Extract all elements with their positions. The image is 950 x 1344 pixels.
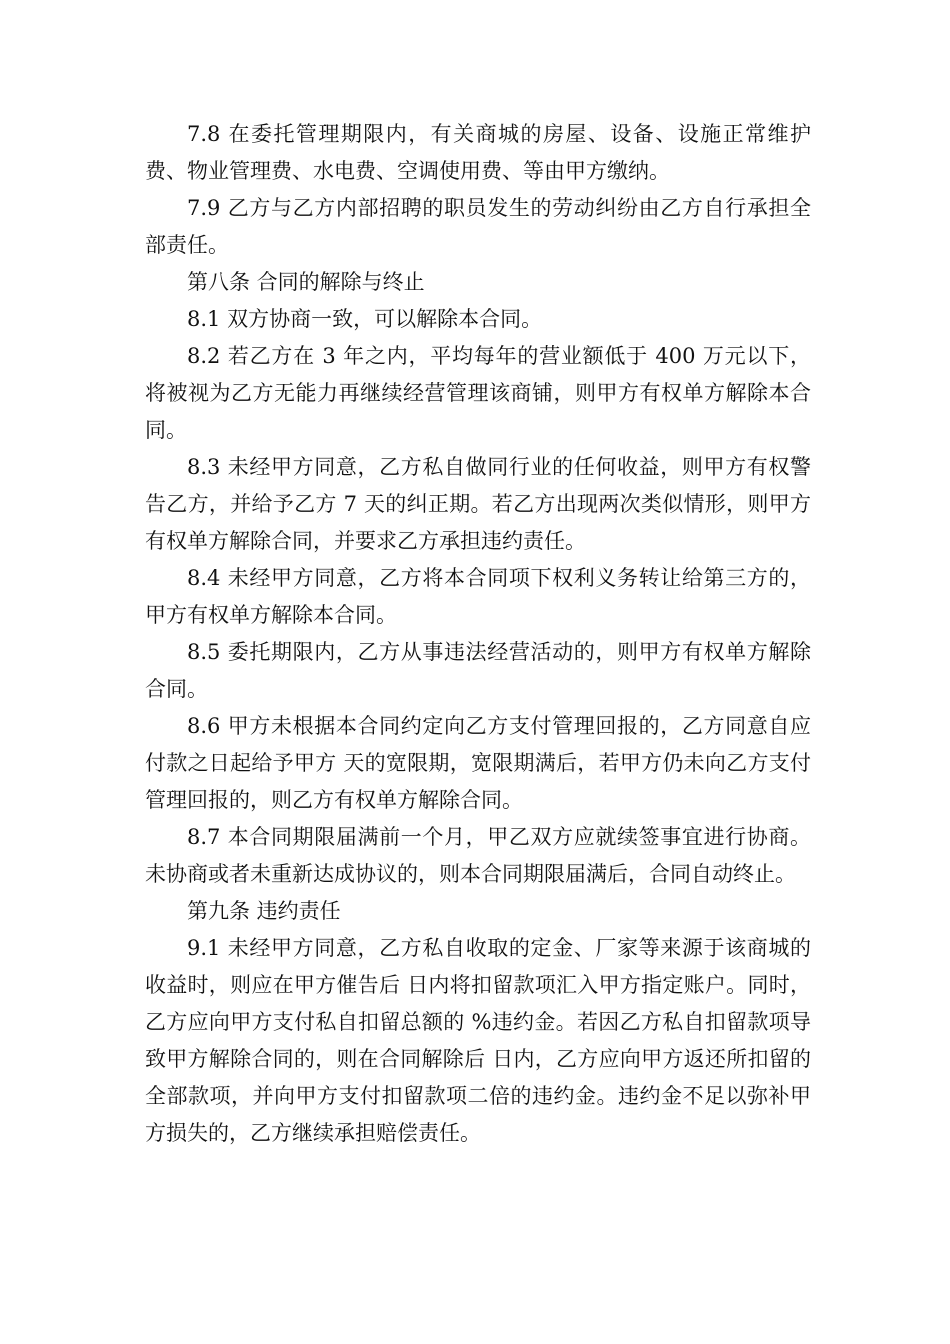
clause-8-1: 8.1 双方协商一致，可以解除本合同。: [187, 307, 543, 331]
clause-8-3: 8.3 未经甲方同意，乙方私自做同行业的任何收益，则甲方有权警告乙方，并给予乙方 7 天的纠正期。若乙方出现两次类似情形，则甲方有权单方解除合同，并要求乙方承担违约责任。: [145, 455, 811, 553]
clause-8-2: 8.2 若乙方在 3 年之内，平均每年的营业额低于 400 万元以下，将被视为乙方无能力再继续经营管理该商铺，则甲方有权单方解除本合同。: [145, 344, 811, 442]
article-8-heading: 第八条 合同的解除与终止: [187, 270, 425, 294]
document-body: [145, 116, 811, 1152]
article-9-heading: 第九条 违约责任: [187, 899, 341, 923]
clause-8-7: 8.7 本合同期限届满前一个月，甲乙双方应就续签事宜进行协商。未协商或者未重新达成协议的，则本合同期限届满后，合同自动终止。: [145, 825, 811, 886]
clause-8-5: 8.5 委托期限内，乙方从事违法经营活动的，则甲方有权单方解除合同。: [145, 640, 811, 701]
clause-8-4: 8.4 未经甲方同意，乙方将本合同项下权利义务转让给第三方的，甲方有权单方解除本合同。: [145, 566, 811, 627]
clause-9-1: 9.1 未经甲方同意，乙方私自收取的定金、厂家等来源于该商城的收益时，则应在甲方催告后 日内将扣留款项汇入甲方指定账户。同时，乙方应向甲方支付私自扣留总额的 %违约金。若因乙方私自扣留款项导致甲方解除合同的，则在合同解除后 日内，乙方应向甲方返还所扣留的全部款项，并向甲方支付扣留款项二倍的违约金。违约金不足以弥补甲方损失的，乙方继续承担赔偿责任。: [145, 936, 811, 1145]
clause-7-9: 7.9 乙方与乙方内部招聘的职员发生的劳动纠纷由乙方自行承担全部责任。: [145, 196, 811, 257]
clause-8-6: 8.6 甲方未根据本合同约定向乙方支付管理回报的，乙方同意自应付款之日起给予甲方 天的宽限期，宽限期满后，若甲方仍未向乙方支付管理回报的，则乙方有权单方解除合同。: [145, 714, 811, 812]
clause-7-8: 7.8 在委托管理期限内，有关商城的房屋、设备、设施正常维护费、物业管理费、水电费、空调使用费、等由甲方缴纳。: [145, 122, 811, 183]
